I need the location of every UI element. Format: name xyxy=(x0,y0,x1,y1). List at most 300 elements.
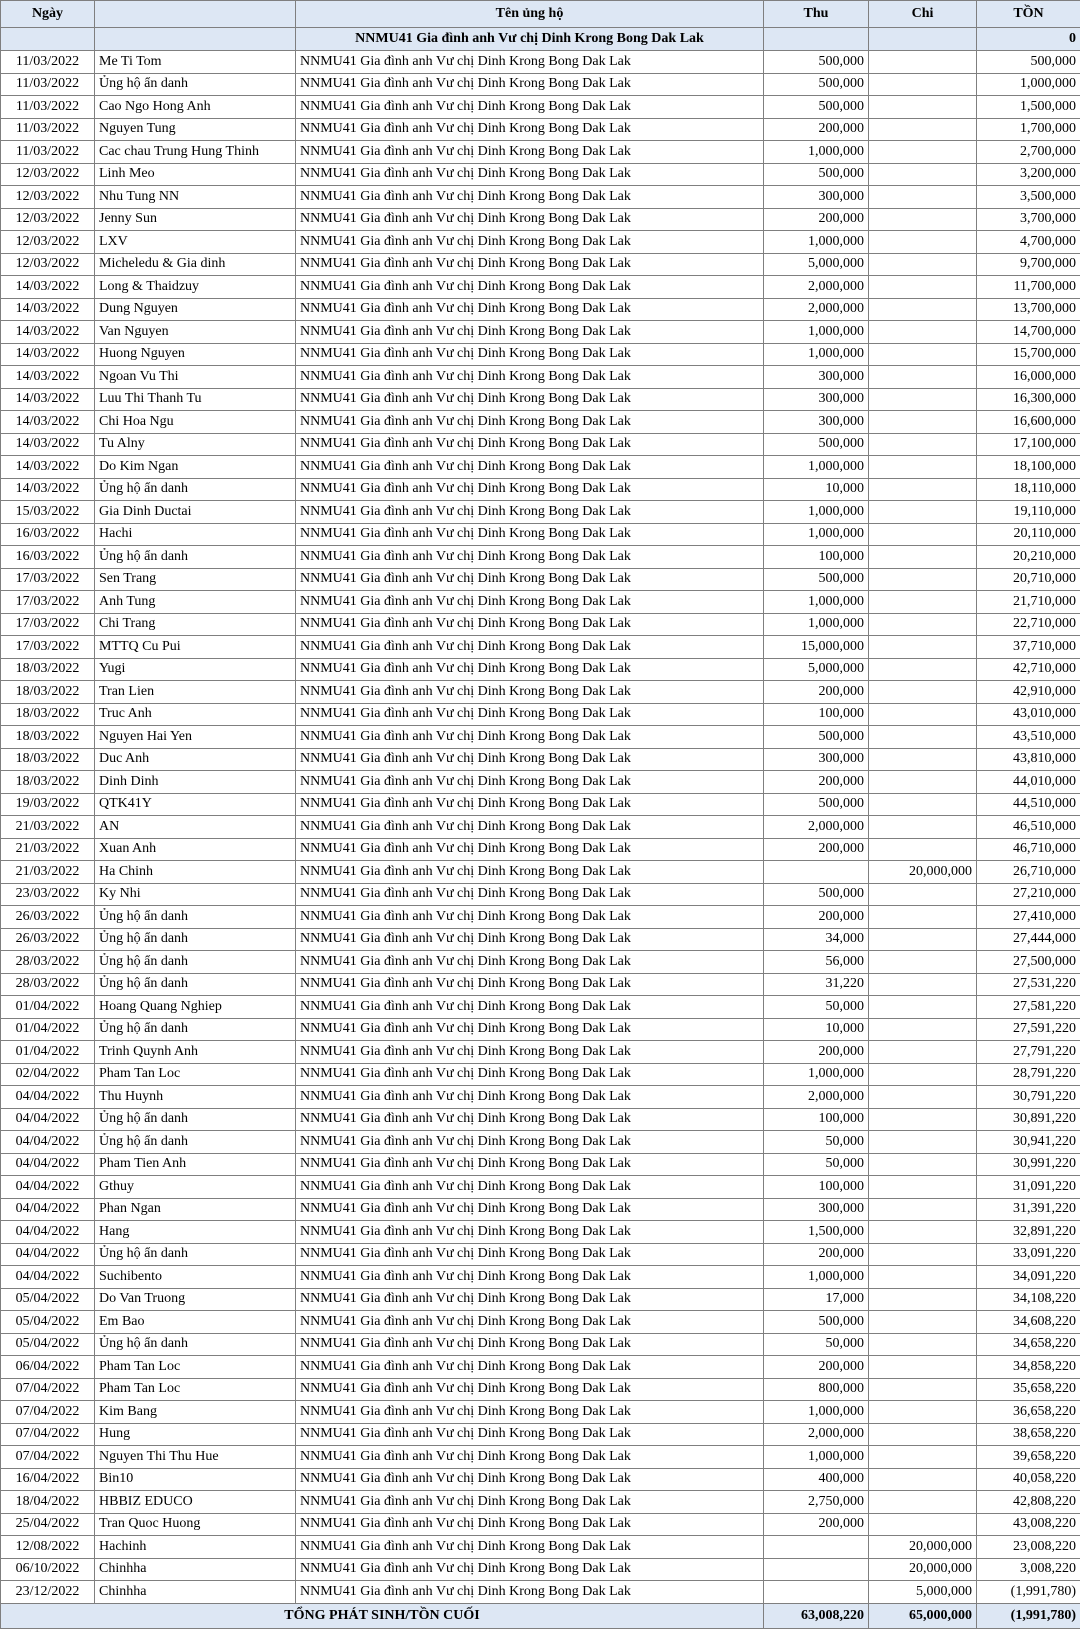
cell-description: NNMU41 Gia đình anh Vư chị Dinh Krong Bong Dak Lak xyxy=(296,1086,764,1109)
cell-date: 18/03/2022 xyxy=(1,771,95,794)
cell-thu: 2,000,000 xyxy=(764,298,869,321)
table-row xyxy=(1,1401,1080,1424)
cell-thu: 5,000,000 xyxy=(764,658,869,681)
cell-thu: 500,000 xyxy=(764,568,869,591)
cell-ton: 1,500,000 xyxy=(977,96,1080,119)
cell-date: 21/03/2022 xyxy=(1,816,95,839)
cell-ton: 32,891,220 xyxy=(977,1221,1080,1244)
cell-ton: 9,700,000 xyxy=(977,253,1080,276)
cell-description: NNMU41 Gia đình anh Vư chị Dinh Krong Bong Dak Lak xyxy=(296,1311,764,1334)
cell-chi xyxy=(869,388,977,411)
cell-description: NNMU41 Gia đình anh Vư chị Dinh Krong Bong Dak Lak xyxy=(296,231,764,254)
cell-donor: Ủng hộ ẩn danh xyxy=(95,1018,296,1041)
cell-description: NNMU41 Gia đình anh Vư chị Dinh Krong Bong Dak Lak xyxy=(296,568,764,591)
table-row xyxy=(1,253,1080,276)
cell-thu: 300,000 xyxy=(764,1198,869,1221)
cell-chi xyxy=(869,748,977,771)
cell-description: NNMU41 Gia đình anh Vư chị Dinh Krong Bong Dak Lak xyxy=(296,1581,764,1604)
cell-chi: 20,000,000 xyxy=(869,1536,977,1559)
cell-ton: 43,008,220 xyxy=(977,1513,1080,1536)
cell-thu xyxy=(764,861,869,884)
cell-donor: Ha Chinh xyxy=(95,861,296,884)
cell-ton: 44,510,000 xyxy=(977,793,1080,816)
cell-donor: Hachinh xyxy=(95,1536,296,1559)
cell-ton: 42,710,000 xyxy=(977,658,1080,681)
cell-description: NNMU41 Gia đình anh Vư chị Dinh Krong Bong Dak Lak xyxy=(296,456,764,479)
cell-chi: 20,000,000 xyxy=(869,1558,977,1581)
cell-donor: Nguyen Tung xyxy=(95,118,296,141)
table-row xyxy=(1,276,1080,299)
cell-donor: Thu Huynh xyxy=(95,1086,296,1109)
cell-ton: 15,700,000 xyxy=(977,343,1080,366)
cell-description: NNMU41 Gia đình anh Vư chị Dinh Krong Bong Dak Lak xyxy=(296,1176,764,1199)
cell-chi: 20,000,000 xyxy=(869,861,977,884)
cell-ton: 27,581,220 xyxy=(977,996,1080,1019)
cell-chi xyxy=(869,1198,977,1221)
cell-thu: 17,000 xyxy=(764,1288,869,1311)
cell-description: NNMU41 Gia đình anh Vư chị Dinh Krong Bong Dak Lak xyxy=(296,1536,764,1559)
cell-date: 21/03/2022 xyxy=(1,861,95,884)
cell-description: NNMU41 Gia đình anh Vư chị Dinh Krong Bong Dak Lak xyxy=(296,1243,764,1266)
cell-chi xyxy=(869,996,977,1019)
cell-ton: 20,210,000 xyxy=(977,546,1080,569)
cell-donor: Gia Dinh Ductai xyxy=(95,501,296,524)
cell-donor: Pham Tan Loc xyxy=(95,1356,296,1379)
cell-chi xyxy=(869,793,977,816)
cell-chi xyxy=(869,478,977,501)
cell-thu: 1,000,000 xyxy=(764,343,869,366)
cell-description: NNMU41 Gia đình anh Vư chị Dinh Krong Bong Dak Lak xyxy=(296,1266,764,1289)
cell-date: 18/03/2022 xyxy=(1,658,95,681)
table-row xyxy=(1,928,1080,951)
cell-chi xyxy=(869,1086,977,1109)
cell-donor: QTK41Y xyxy=(95,793,296,816)
table-row xyxy=(1,1176,1080,1199)
cell-date: 12/03/2022 xyxy=(1,208,95,231)
cell-ton: 39,658,220 xyxy=(977,1446,1080,1469)
cell-ton: 27,410,000 xyxy=(977,906,1080,929)
table-row xyxy=(1,163,1080,186)
cell-date: 17/03/2022 xyxy=(1,636,95,659)
table-row xyxy=(1,73,1080,96)
cell-chi xyxy=(869,1468,977,1491)
cell-chi xyxy=(869,1446,977,1469)
table-row xyxy=(1,1468,1080,1491)
cell-ton: 3,008,220 xyxy=(977,1558,1080,1581)
cell-donor: Tran Lien xyxy=(95,681,296,704)
cell-thu: 2,000,000 xyxy=(764,816,869,839)
cell-donor: Ủng hộ ẩn danh xyxy=(95,1333,296,1356)
cell-donor: Pham Tan Loc xyxy=(95,1378,296,1401)
cell-chi xyxy=(869,681,977,704)
cell-description: NNMU41 Gia đình anh Vư chị Dinh Krong Bong Dak Lak xyxy=(296,591,764,614)
cell-donor: Cac chau Trung Hung Thinh xyxy=(95,141,296,164)
cell-description: NNMU41 Gia đình anh Vư chị Dinh Krong Bong Dak Lak xyxy=(296,1513,764,1536)
cell-date: 04/04/2022 xyxy=(1,1176,95,1199)
cell-ton: 13,700,000 xyxy=(977,298,1080,321)
cell-ton: 30,991,220 xyxy=(977,1153,1080,1176)
cell-date: 04/04/2022 xyxy=(1,1108,95,1131)
cell-thu: 200,000 xyxy=(764,906,869,929)
table-row xyxy=(1,1018,1080,1041)
cell-donor: Chinhha xyxy=(95,1581,296,1604)
cell-description: NNMU41 Gia đình anh Vư chị Dinh Krong Bong Dak Lak xyxy=(296,906,764,929)
cell-description: NNMU41 Gia đình anh Vư chị Dinh Krong Bong Dak Lak xyxy=(296,1198,764,1221)
cell-date: 23/12/2022 xyxy=(1,1581,95,1604)
cell-donor: Ủng hộ ẩn danh xyxy=(95,928,296,951)
cell-thu: 200,000 xyxy=(764,1243,869,1266)
header-thu: Thu xyxy=(764,1,869,28)
cell-donor: MTTQ Cu Pui xyxy=(95,636,296,659)
cell-chi xyxy=(869,1176,977,1199)
cell-description: NNMU41 Gia đình anh Vư chị Dinh Krong Bong Dak Lak xyxy=(296,298,764,321)
cell-date: 04/04/2022 xyxy=(1,1131,95,1154)
cell-thu: 300,000 xyxy=(764,388,869,411)
cell-donor: Hachi xyxy=(95,523,296,546)
cell-thu: 500,000 xyxy=(764,433,869,456)
table-row xyxy=(1,1446,1080,1469)
cell-description: NNMU41 Gia đình anh Vư chị Dinh Krong Bong Dak Lak xyxy=(296,343,764,366)
cell-description: NNMU41 Gia đình anh Vư chị Dinh Krong Bong Dak Lak xyxy=(296,411,764,434)
table-row xyxy=(1,1041,1080,1064)
cell-thu: 1,500,000 xyxy=(764,1221,869,1244)
table-row xyxy=(1,568,1080,591)
cell-thu: 500,000 xyxy=(764,163,869,186)
cell-date: 16/03/2022 xyxy=(1,523,95,546)
cell-description: NNMU41 Gia đình anh Vư chị Dinh Krong Bong Dak Lak xyxy=(296,1018,764,1041)
cell-thu: 2,000,000 xyxy=(764,1086,869,1109)
cell-description: NNMU41 Gia đình anh Vư chị Dinh Krong Bong Dak Lak xyxy=(296,951,764,974)
cell-description: NNMU41 Gia đình anh Vư chị Dinh Krong Bong Dak Lak xyxy=(296,321,764,344)
cell-date: 01/04/2022 xyxy=(1,1018,95,1041)
cell-chi xyxy=(869,1108,977,1131)
cell-donor: Truc Anh xyxy=(95,703,296,726)
cell-ton: 44,010,000 xyxy=(977,771,1080,794)
cell-thu xyxy=(764,1536,869,1559)
cell-ton: 33,091,220 xyxy=(977,1243,1080,1266)
cell-date: 17/03/2022 xyxy=(1,613,95,636)
table-row xyxy=(1,703,1080,726)
table-row xyxy=(1,1288,1080,1311)
cell-description: NNMU41 Gia đình anh Vư chị Dinh Krong Bong Dak Lak xyxy=(296,546,764,569)
cell-donor: Yugi xyxy=(95,658,296,681)
cell-description: NNMU41 Gia đình anh Vư chị Dinh Krong Bong Dak Lak xyxy=(296,478,764,501)
cell-date: 07/04/2022 xyxy=(1,1423,95,1446)
cell-date: 14/03/2022 xyxy=(1,478,95,501)
cell-chi xyxy=(869,366,977,389)
table-row xyxy=(1,1198,1080,1221)
cell-ton: 34,858,220 xyxy=(977,1356,1080,1379)
cell-thu: 500,000 xyxy=(764,51,869,74)
cell-description: NNMU41 Gia đình anh Vư chị Dinh Krong Bong Dak Lak xyxy=(296,1446,764,1469)
totals-thu: 63,008,220 xyxy=(764,1603,869,1628)
cell-donor: Linh Meo xyxy=(95,163,296,186)
cell-ton: 31,091,220 xyxy=(977,1176,1080,1199)
cell-thu: 1,000,000 xyxy=(764,1266,869,1289)
table-row xyxy=(1,1333,1080,1356)
table-row xyxy=(1,613,1080,636)
cell-ton: 42,910,000 xyxy=(977,681,1080,704)
cell-description: NNMU41 Gia đình anh Vư chị Dinh Krong Bong Dak Lak xyxy=(296,276,764,299)
cell-description: NNMU41 Gia đình anh Vư chị Dinh Krong Bong Dak Lak xyxy=(296,96,764,119)
cell-description: NNMU41 Gia đình anh Vư chị Dinh Krong Bong Dak Lak xyxy=(296,1333,764,1356)
cell-chi xyxy=(869,838,977,861)
cell-donor: Nhu Tung NN xyxy=(95,186,296,209)
cell-thu: 200,000 xyxy=(764,1513,869,1536)
cell-description: NNMU41 Gia đình anh Vư chị Dinh Krong Bong Dak Lak xyxy=(296,613,764,636)
section-title: NNMU41 Gia đình anh Vư chị Dinh Krong Bong Dak Lak xyxy=(296,28,764,51)
cell-date: 05/04/2022 xyxy=(1,1333,95,1356)
cell-date: 06/04/2022 xyxy=(1,1356,95,1379)
cell-thu: 1,000,000 xyxy=(764,501,869,524)
cell-thu: 2,750,000 xyxy=(764,1491,869,1514)
cell-donor: Sen Trang xyxy=(95,568,296,591)
cell-donor: Huong Nguyen xyxy=(95,343,296,366)
cell-thu: 50,000 xyxy=(764,1333,869,1356)
cell-description: NNMU41 Gia đình anh Vư chị Dinh Krong Bong Dak Lak xyxy=(296,748,764,771)
cell-thu: 50,000 xyxy=(764,1131,869,1154)
cell-date: 14/03/2022 xyxy=(1,433,95,456)
cell-description: NNMU41 Gia đình anh Vư chị Dinh Krong Bong Dak Lak xyxy=(296,1288,764,1311)
cell-donor: Jenny Sun xyxy=(95,208,296,231)
cell-date: 12/03/2022 xyxy=(1,253,95,276)
cell-thu xyxy=(764,1558,869,1581)
table-body xyxy=(1,28,1080,1604)
cell-donor: Ủng hộ ẩn danh xyxy=(95,906,296,929)
table-row xyxy=(1,388,1080,411)
cell-chi xyxy=(869,1131,977,1154)
cell-ton: 27,210,000 xyxy=(977,883,1080,906)
cell-description: NNMU41 Gia đình anh Vư chị Dinh Krong Bong Dak Lak xyxy=(296,681,764,704)
table-row xyxy=(1,411,1080,434)
table-row xyxy=(1,501,1080,524)
cell-description: NNMU41 Gia đình anh Vư chị Dinh Krong Bong Dak Lak xyxy=(296,1423,764,1446)
cell-donor: HBBIZ EDUCO xyxy=(95,1491,296,1514)
cell-ton: 38,658,220 xyxy=(977,1423,1080,1446)
cell-chi xyxy=(869,1311,977,1334)
cell-date: 16/03/2022 xyxy=(1,546,95,569)
table-row xyxy=(1,861,1080,884)
cell-thu: 800,000 xyxy=(764,1378,869,1401)
cell-chi xyxy=(869,816,977,839)
cell-description: NNMU41 Gia đình anh Vư chị Dinh Krong Bong Dak Lak xyxy=(296,51,764,74)
table-row xyxy=(1,1423,1080,1446)
cell-description: NNMU41 Gia đình anh Vư chị Dinh Krong Bong Dak Lak xyxy=(296,658,764,681)
cell-thu: 200,000 xyxy=(764,1041,869,1064)
cell-donor: Ủng hộ ẩn danh xyxy=(95,478,296,501)
cell-ton: 27,444,000 xyxy=(977,928,1080,951)
cell-date: 12/08/2022 xyxy=(1,1536,95,1559)
header-ton: TỒN xyxy=(977,1,1080,28)
cell-donor: Nguyen Hai Yen xyxy=(95,726,296,749)
cell-thu: 10,000 xyxy=(764,478,869,501)
cell-date: 26/03/2022 xyxy=(1,906,95,929)
cell-chi xyxy=(869,726,977,749)
cell-donor: AN xyxy=(95,816,296,839)
cell-donor: Trinh Quynh Anh xyxy=(95,1041,296,1064)
cell-chi xyxy=(869,883,977,906)
cell-ton: 27,591,220 xyxy=(977,1018,1080,1041)
cell-chi xyxy=(869,568,977,591)
cell-donor: Do Kim Ngan xyxy=(95,456,296,479)
cell-ton: 27,791,220 xyxy=(977,1041,1080,1064)
cell-date: 05/04/2022 xyxy=(1,1311,95,1334)
cell-chi xyxy=(869,703,977,726)
cell-date: 18/03/2022 xyxy=(1,748,95,771)
table-row xyxy=(1,208,1080,231)
section-date-cell xyxy=(1,28,95,51)
cell-chi xyxy=(869,1063,977,1086)
cell-donor: Duc Anh xyxy=(95,748,296,771)
cell-thu: 500,000 xyxy=(764,73,869,96)
cell-date: 23/03/2022 xyxy=(1,883,95,906)
cell-thu: 2,000,000 xyxy=(764,276,869,299)
table-row xyxy=(1,456,1080,479)
cell-date: 06/10/2022 xyxy=(1,1558,95,1581)
cell-thu: 200,000 xyxy=(764,208,869,231)
cell-chi xyxy=(869,321,977,344)
table-row xyxy=(1,591,1080,614)
table-row xyxy=(1,726,1080,749)
cell-ton: 34,658,220 xyxy=(977,1333,1080,1356)
cell-ton: 3,200,000 xyxy=(977,163,1080,186)
table-row xyxy=(1,771,1080,794)
cell-date: 16/04/2022 xyxy=(1,1468,95,1491)
table-row xyxy=(1,658,1080,681)
cell-description: NNMU41 Gia đình anh Vư chị Dinh Krong Bong Dak Lak xyxy=(296,1401,764,1424)
cell-donor: Van Nguyen xyxy=(95,321,296,344)
cell-description: NNMU41 Gia đình anh Vư chị Dinh Krong Bong Dak Lak xyxy=(296,1221,764,1244)
cell-ton: 27,500,000 xyxy=(977,951,1080,974)
cell-thu: 500,000 xyxy=(764,726,869,749)
cell-donor: Tu Alny xyxy=(95,433,296,456)
cell-chi: 5,000,000 xyxy=(869,1581,977,1604)
cell-ton: 4,700,000 xyxy=(977,231,1080,254)
cell-thu: 1,000,000 xyxy=(764,613,869,636)
table-row xyxy=(1,478,1080,501)
cell-thu: 400,000 xyxy=(764,1468,869,1491)
table-row xyxy=(1,906,1080,929)
cell-thu: 2,000,000 xyxy=(764,1423,869,1446)
cell-donor: Tran Quoc Huong xyxy=(95,1513,296,1536)
cell-chi xyxy=(869,906,977,929)
cell-donor: Suchibento xyxy=(95,1266,296,1289)
cell-date: 14/03/2022 xyxy=(1,321,95,344)
cell-ton: 20,110,000 xyxy=(977,523,1080,546)
cell-chi xyxy=(869,1243,977,1266)
cell-thu: 15,000,000 xyxy=(764,636,869,659)
cell-description: NNMU41 Gia đình anh Vư chị Dinh Krong Bong Dak Lak xyxy=(296,838,764,861)
cell-description: NNMU41 Gia đình anh Vư chị Dinh Krong Bong Dak Lak xyxy=(296,1063,764,1086)
table-footer xyxy=(1,1603,1080,1628)
cell-thu xyxy=(764,1581,869,1604)
table-row xyxy=(1,838,1080,861)
cell-chi xyxy=(869,501,977,524)
cell-date: 02/04/2022 xyxy=(1,1063,95,1086)
cell-ton: 26,710,000 xyxy=(977,861,1080,884)
cell-date: 12/03/2022 xyxy=(1,186,95,209)
cell-chi xyxy=(869,591,977,614)
cell-chi xyxy=(869,343,977,366)
cell-chi xyxy=(869,1041,977,1064)
cell-description: NNMU41 Gia đình anh Vư chị Dinh Krong Bong Dak Lak xyxy=(296,523,764,546)
cell-date: 07/04/2022 xyxy=(1,1401,95,1424)
cell-description: NNMU41 Gia đình anh Vư chị Dinh Krong Bong Dak Lak xyxy=(296,883,764,906)
cell-thu: 100,000 xyxy=(764,703,869,726)
cell-chi xyxy=(869,73,977,96)
table-row xyxy=(1,231,1080,254)
cell-thu: 1,000,000 xyxy=(764,523,869,546)
table-row xyxy=(1,298,1080,321)
table-row xyxy=(1,1153,1080,1176)
cell-thu: 200,000 xyxy=(764,1356,869,1379)
cell-description: NNMU41 Gia đình anh Vư chị Dinh Krong Bong Dak Lak xyxy=(296,1108,764,1131)
cell-date: 17/03/2022 xyxy=(1,591,95,614)
cell-donor: Ủng hộ ẩn danh xyxy=(95,546,296,569)
cell-date: 14/03/2022 xyxy=(1,456,95,479)
cell-date: 25/04/2022 xyxy=(1,1513,95,1536)
cell-date: 04/04/2022 xyxy=(1,1086,95,1109)
cell-donor: Dung Nguyen xyxy=(95,298,296,321)
table-row xyxy=(1,1536,1080,1559)
cell-ton: 27,531,220 xyxy=(977,973,1080,996)
cell-thu: 200,000 xyxy=(764,838,869,861)
cell-ton: 43,510,000 xyxy=(977,726,1080,749)
cell-chi xyxy=(869,456,977,479)
cell-date: 14/03/2022 xyxy=(1,276,95,299)
cell-description: NNMU41 Gia đình anh Vư chị Dinh Krong Bong Dak Lak xyxy=(296,208,764,231)
cell-date: 04/04/2022 xyxy=(1,1153,95,1176)
table-row xyxy=(1,366,1080,389)
cell-ton: 11,700,000 xyxy=(977,276,1080,299)
table-row xyxy=(1,636,1080,659)
cell-description: NNMU41 Gia đình anh Vư chị Dinh Krong Bong Dak Lak xyxy=(296,501,764,524)
table-row xyxy=(1,1266,1080,1289)
table-row xyxy=(1,1063,1080,1086)
cell-donor: Chi Trang xyxy=(95,613,296,636)
cell-date: 04/04/2022 xyxy=(1,1221,95,1244)
table-row xyxy=(1,321,1080,344)
cell-chi xyxy=(869,253,977,276)
cell-ton: 30,941,220 xyxy=(977,1131,1080,1154)
cell-description: NNMU41 Gia đình anh Vư chị Dinh Krong Bong Dak Lak xyxy=(296,726,764,749)
section-chi-cell xyxy=(869,28,977,51)
cell-date: 11/03/2022 xyxy=(1,118,95,141)
cell-donor: LXV xyxy=(95,231,296,254)
table-row xyxy=(1,1378,1080,1401)
table-row xyxy=(1,681,1080,704)
table-row xyxy=(1,1356,1080,1379)
cell-ton: 3,700,000 xyxy=(977,208,1080,231)
cell-donor: Hung xyxy=(95,1423,296,1446)
cell-ton: 30,891,220 xyxy=(977,1108,1080,1131)
cell-donor: Pham Tan Loc xyxy=(95,1063,296,1086)
cell-thu: 1,000,000 xyxy=(764,1446,869,1469)
cell-chi xyxy=(869,1378,977,1401)
cell-chi xyxy=(869,231,977,254)
cell-ton: 2,700,000 xyxy=(977,141,1080,164)
cell-date: 01/04/2022 xyxy=(1,1041,95,1064)
cell-date: 14/03/2022 xyxy=(1,388,95,411)
cell-thu: 300,000 xyxy=(764,411,869,434)
cell-date: 18/03/2022 xyxy=(1,703,95,726)
cell-thu: 50,000 xyxy=(764,996,869,1019)
table-row xyxy=(1,1221,1080,1244)
table-row xyxy=(1,118,1080,141)
table-row xyxy=(1,883,1080,906)
cell-date: 11/03/2022 xyxy=(1,96,95,119)
table-row xyxy=(1,951,1080,974)
